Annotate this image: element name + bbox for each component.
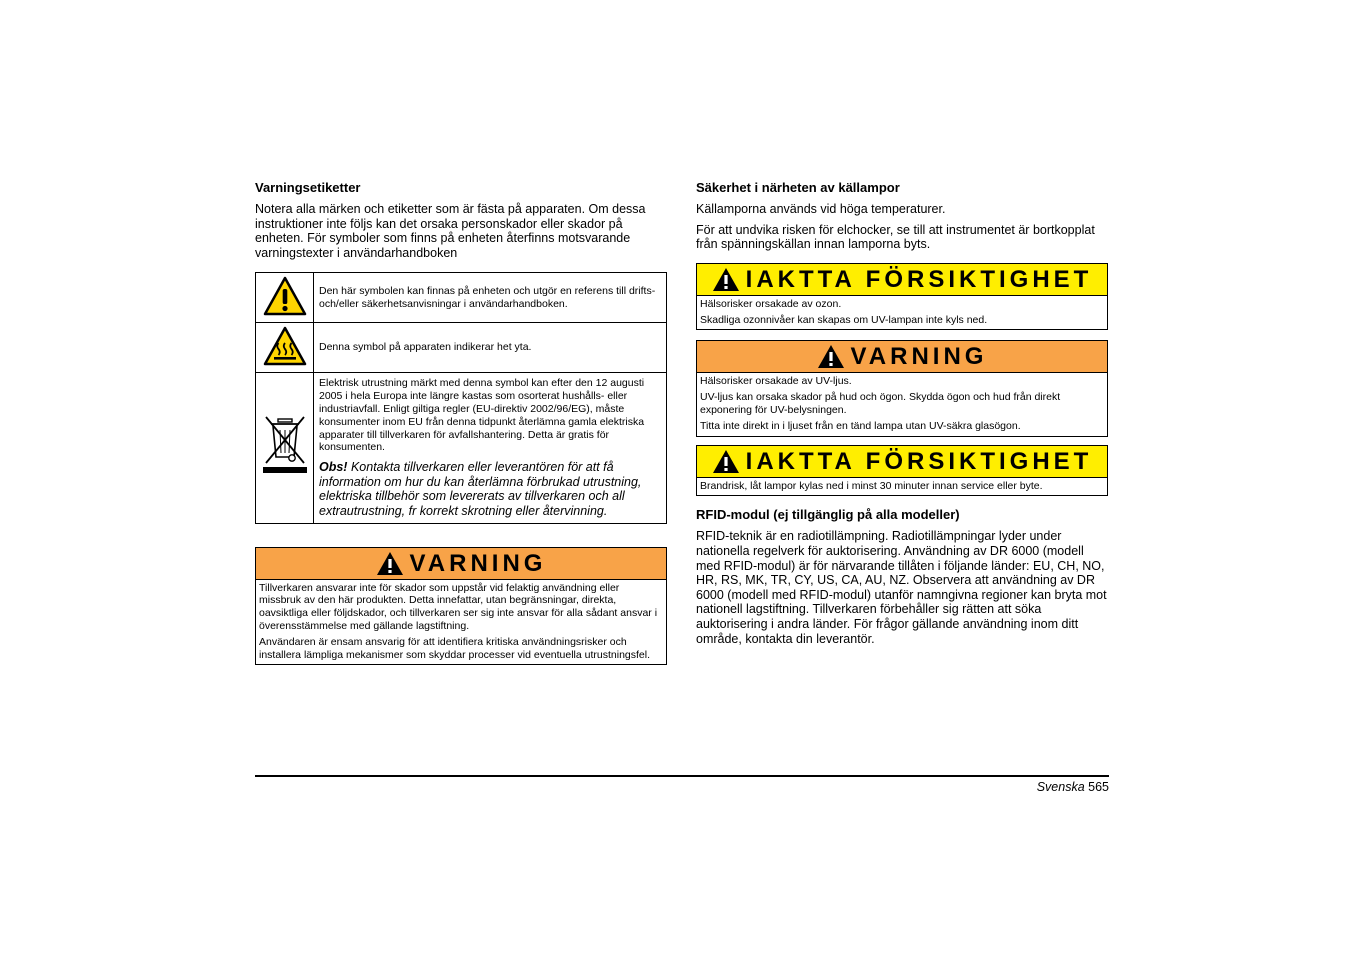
lamp-safety-para: Källamporna används vid höga temperaturer. bbox=[696, 202, 946, 216]
caution-body bbox=[697, 478, 1107, 496]
warning-box bbox=[255, 547, 667, 666]
warning-labels-intro: Notera alla märken och etiketter som är fästa på apparaten. Om dessa instruktioner inte följs kan det orsaka personskador eller skador på enheten. För symboler som finns på enheten återfinns motsvarande varningstexter i användarhandboken bbox=[255, 202, 646, 260]
symbol-description: Denna symbol på apparaten indikerar het yta. bbox=[314, 323, 667, 373]
symbol-description: Den här symbolen kan finnas på enheten och utgör en referens till drifts- och/eller säkerhetsanvisningar i användarhandboken. bbox=[314, 273, 667, 323]
table-row bbox=[256, 373, 667, 523]
warning-body bbox=[256, 580, 666, 665]
table-row bbox=[256, 323, 667, 373]
weee-crossed-bin-icon bbox=[261, 415, 309, 477]
weee-text: Elektrisk utrustning märkt med denna symbol kan efter den 12 augusti 2005 i hela Europa inte längre kastas som osorterat hushålls- eller industriavfall. Enligt giltiga regler (EU-direktiv 2002/96/EG), måste konsumenter inom EU från denna tidpunkt återlämna gamla elektriska apparater till tillverkaren för avfallshantering. Detta är gratis för konsumenten. bbox=[319, 377, 645, 454]
caution-header bbox=[697, 264, 1107, 296]
symbol-table bbox=[255, 272, 667, 523]
section-heading-lamp-safety: Säkerhet i närheten av källampor bbox=[696, 180, 900, 195]
warning-header bbox=[256, 548, 666, 580]
symbol-description bbox=[314, 373, 667, 523]
hot-surface-icon bbox=[263, 326, 307, 366]
warning-triangle-icon bbox=[376, 551, 404, 576]
general-warning-icon bbox=[263, 276, 307, 316]
warning-line: Användaren är ensam ansvarig för att identifiera kritiska användningsrisker och installera lämpliga mekanismer som skyddar processer vid eventuella utrustningsfel. bbox=[259, 635, 651, 661]
lamp-safety-para: För att undvika risken för elchocker, se till att instrumentet är bortkopplat från spänningskällan innan lamporna byts. bbox=[696, 222, 1095, 252]
left-column bbox=[255, 180, 667, 665]
note-text: Kontakta tillverkaren eller leverantören för att få information om hur du kan återlämna förbrukad utrustning, elektriska tillbehör som levererats av tillverkaren och all extrautrustning, fr korrekt skrotning eller återvinning. bbox=[319, 460, 642, 518]
warning-triangle-icon bbox=[712, 449, 740, 474]
caution-line: Skadliga ozonnivåer kan skapas om UV-lampan inte kyls ned. bbox=[700, 313, 988, 326]
table-row bbox=[256, 273, 667, 323]
caution-line: Brandrisk, låt lampor kylas ned i minst 30 minuter innan service eller byte. bbox=[700, 479, 1043, 492]
note-label: Obs! bbox=[319, 460, 348, 475]
section-heading-rfid: RFID-modul (ej tillgänglig på alla modeller) bbox=[696, 507, 960, 523]
page-footer bbox=[255, 780, 1109, 794]
warning-triangle-icon bbox=[817, 344, 845, 369]
section-heading-warning-labels: Varningsetiketter bbox=[255, 180, 361, 195]
caution-header bbox=[697, 446, 1107, 478]
caution-title: IAKTTA FÖRSIKTIGHET bbox=[745, 447, 1093, 475]
warning-line: Titta inte direkt in i ljuset från en tänd lampa utan UV-säkra glasögon. bbox=[700, 419, 1021, 432]
warning-body bbox=[697, 373, 1107, 435]
right-column bbox=[696, 180, 1108, 652]
symbol-cell bbox=[256, 273, 314, 323]
caution-line: Hälsorisker orsakade av ozon. bbox=[700, 297, 842, 310]
warning-triangle-icon bbox=[712, 267, 740, 292]
weee-note bbox=[319, 460, 661, 518]
warning-header bbox=[697, 341, 1107, 373]
warning-title: VARNING bbox=[850, 343, 988, 371]
footer-language: Svenska bbox=[1036, 780, 1085, 794]
warning-line: UV-ljus kan orsaka skador på hud och ögon. Skydda ögon och hud från direkt exponering för UV-belysningen. bbox=[700, 391, 1061, 416]
caution-title: IAKTTA FÖRSIKTIGHET bbox=[745, 265, 1093, 293]
warning-line: Tillverkaren ansvarar inte för skador som uppstår vid felaktig användning eller missbruk av den här produkten. Detta innefattar, utan begränsningar, direkta, oavsiktliga eller följdskador, och tillverkaren ser sig inte ansvar för alla sådant ansvar i överensstämmelse med gällande lagstiftning. bbox=[259, 581, 658, 632]
caution-box-ozone bbox=[696, 263, 1108, 331]
warning-title: VARNING bbox=[409, 549, 547, 577]
symbol-cell bbox=[256, 373, 314, 523]
caution-body bbox=[697, 296, 1107, 330]
page-number: 565 bbox=[1088, 780, 1109, 794]
caution-box-fire bbox=[696, 445, 1108, 497]
warning-box-uv bbox=[696, 340, 1108, 436]
warning-line: Hälsorisker orsakade av UV-ljus. bbox=[700, 375, 852, 388]
symbol-cell bbox=[256, 323, 314, 373]
rfid-para: RFID-teknik är en radiotillämpning. Radiotillämpningar lyder under nationella regelverk för auktorisering. Användning av DR 6000 (modell med RFID-modul) är för närvarande tillåten i följande länder: EU, CH, NO, HR, RS, MK, TR, CY, US, CA, AU, NZ. Observera att användning av DR 6000 (modell med RFID-modul) utanför namngivna regioner kan bryta mot nationell lagstiftning. Tillverkaren förbehåller sig rätten att söka auktorisering i andra länder. För frågor gällande användning inom ditt område, kontakta din leverantör. bbox=[696, 529, 1107, 646]
footer-rule bbox=[255, 775, 1109, 777]
